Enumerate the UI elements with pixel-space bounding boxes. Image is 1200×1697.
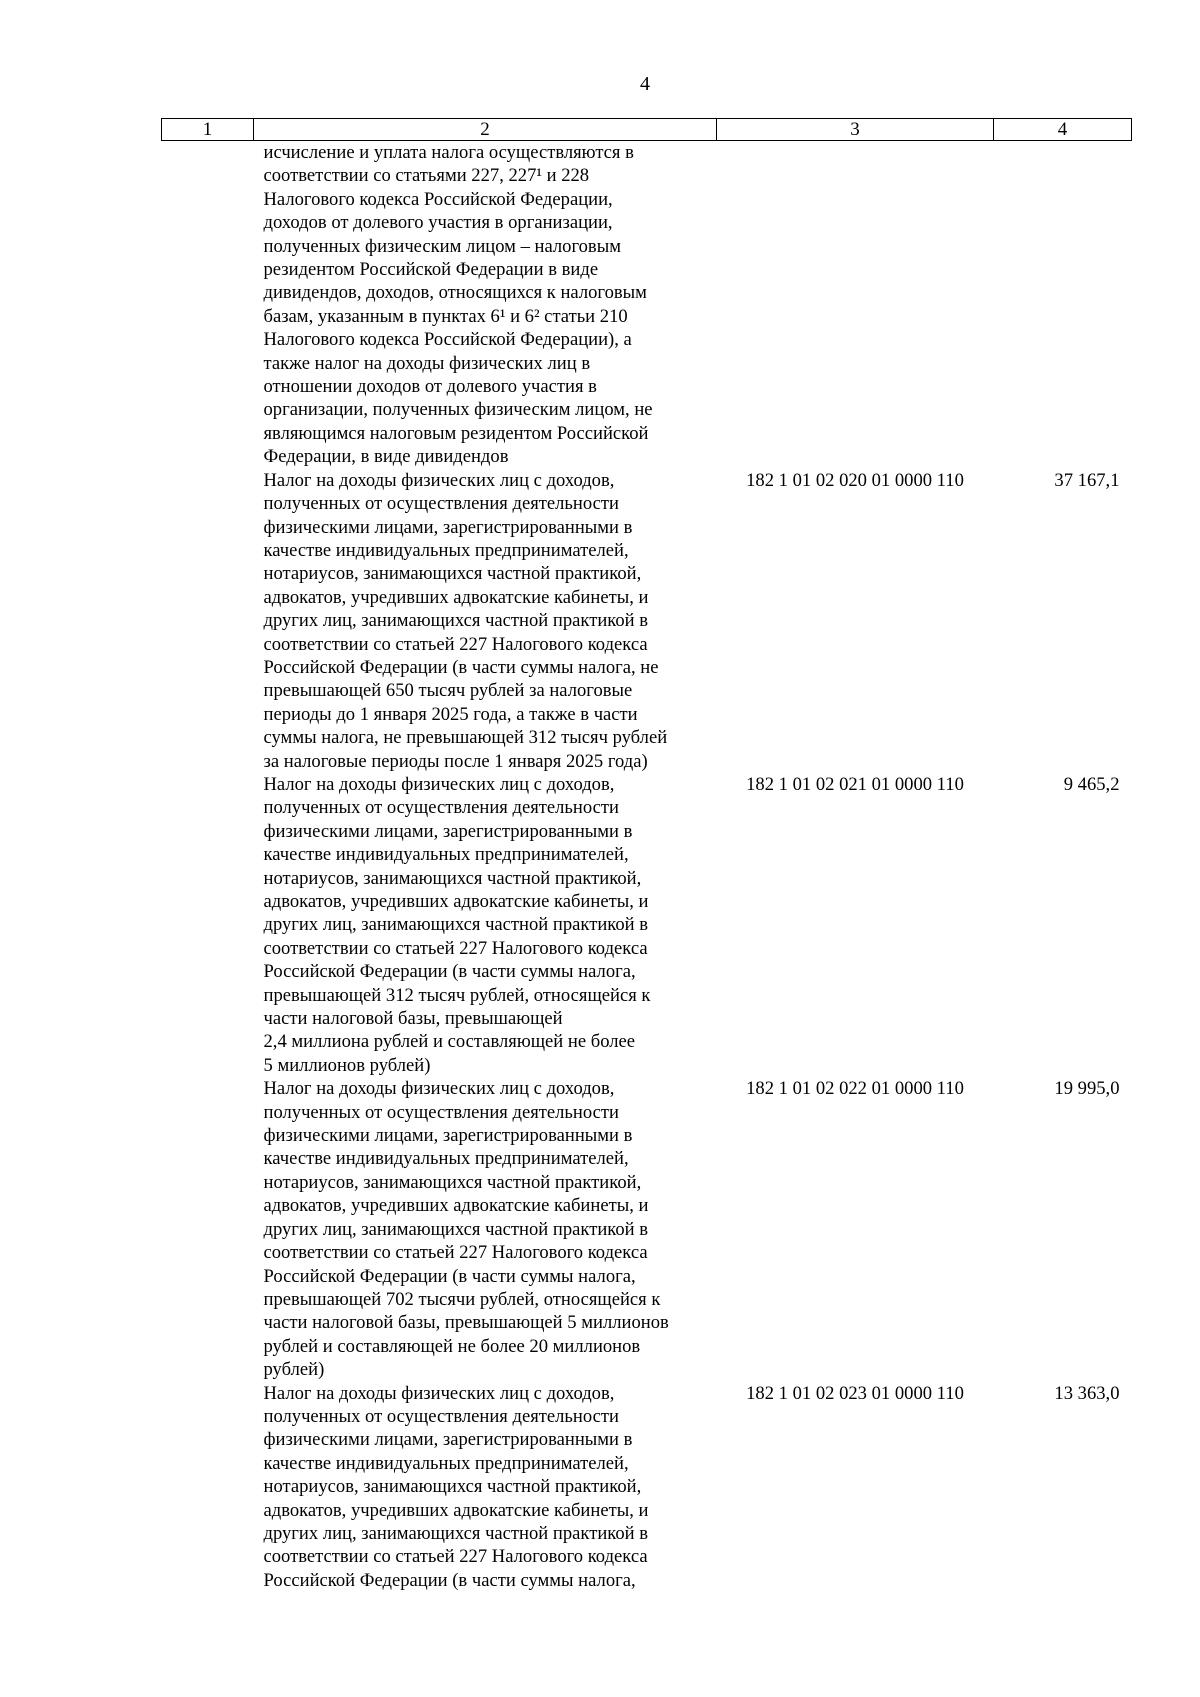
revenue-name-line: рублей) bbox=[263, 1359, 325, 1381]
revenue-name-line: части налоговой базы, превышающей 5 миллионов bbox=[263, 1312, 669, 1334]
revenue-name-line: соответствии со статьей 227 Налогового кодекса bbox=[263, 937, 648, 959]
revenue-name-line: за налоговые периоды после 1 января 2025 года) bbox=[263, 750, 648, 772]
revenue-name-line: доходов от долевого участия в организации, bbox=[263, 212, 613, 234]
revenue-name-line: Налог на доходы физических лиц с доходов, bbox=[263, 1078, 615, 1100]
revenue-name-line: 5 миллионов рублей) bbox=[263, 1054, 431, 1076]
revenue-name-line: периоды до 1 января 2025 года, а также в части bbox=[263, 703, 638, 725]
column-header-4: 4 bbox=[994, 119, 1132, 141]
amount-cell: 19 995,0 bbox=[1054, 1078, 1120, 1100]
revenue-name-line: нотариусов, занимающихся частной практикой, bbox=[263, 563, 642, 585]
revenue-name-line: 2,4 миллиона рублей и составляющей не более bbox=[263, 1031, 636, 1053]
revenue-name-line: Налог на доходы физических лиц с доходов, bbox=[263, 469, 615, 491]
revenue-name-line: адвокатов, учредивших адвокатские кабинеты, и bbox=[263, 1499, 649, 1521]
table-row bbox=[162, 469, 1132, 773]
revenue-name-cell bbox=[254, 141, 717, 469]
budget-code-cell: 182 1 01 02 021 01 0000 110 bbox=[746, 773, 964, 795]
amount-cell: 37 167,1 bbox=[1054, 469, 1120, 491]
revenue-name-line: превышающей 312 тысяч рублей, относящейся к bbox=[263, 984, 651, 1006]
revenue-name-line: нотариусов, занимающихся частной практикой, bbox=[263, 867, 642, 889]
revenue-name-line: Российской Федерации (в части суммы налога, bbox=[263, 961, 636, 983]
row-number-cell bbox=[162, 1077, 254, 1381]
revenue-name-line: физическими лицами, зарегистрированными в bbox=[263, 516, 633, 538]
revenue-name-line: Российской Федерации (в части суммы налога, bbox=[263, 1569, 636, 1591]
revenue-name-line: нотариусов, занимающихся частной практикой, bbox=[263, 1476, 642, 1498]
revenue-name-line: адвокатов, учредивших адвокатские кабинеты, и bbox=[263, 891, 649, 912]
budget-code-cell: 182 1 01 02 023 01 0000 110 bbox=[746, 1382, 964, 1404]
budget-code-cell bbox=[717, 141, 994, 469]
revenue-name-line: Российской Федерации (в части суммы налога, bbox=[263, 1265, 636, 1287]
revenue-name-line: полученных от осуществления деятельности bbox=[263, 1405, 619, 1427]
revenue-name-line: качестве индивидуальных предпринимателей, bbox=[263, 539, 629, 561]
table-body bbox=[162, 141, 1132, 1593]
table-row bbox=[162, 1077, 1132, 1381]
table-header-row bbox=[162, 119, 1132, 141]
revenue-name-cell bbox=[254, 469, 717, 773]
row-number-cell bbox=[162, 469, 254, 773]
table-row bbox=[162, 1382, 1132, 1593]
revenue-name-line: качестве индивидуальных предпринимателей, bbox=[263, 1148, 629, 1170]
revenue-name-line: также налог на доходы физических лиц в bbox=[263, 352, 591, 374]
revenue-name-line: физическими лицами, зарегистрированными в bbox=[263, 820, 633, 842]
revenue-name-line: адвокатов, учредивших адвокатские кабинеты, и bbox=[263, 1195, 649, 1217]
revenue-name-line: адвокатов, учредивших адвокатские кабинеты, и bbox=[263, 586, 649, 608]
revenue-name-line: рублей и составляющей не более 20 миллионов bbox=[263, 1335, 641, 1357]
row-number-cell bbox=[162, 1382, 254, 1593]
revenue-name-line: Федерации, в виде дивидендов bbox=[263, 446, 509, 468]
revenue-name-cell bbox=[254, 1077, 717, 1381]
revenue-name-line: полученных от осуществления деятельности bbox=[263, 493, 619, 515]
revenue-table bbox=[161, 118, 1132, 1592]
revenue-name-line: полученных от осуществления деятельности bbox=[263, 797, 619, 819]
revenue-name-line: исчисление и уплата налога осуществляются в bbox=[263, 142, 634, 163]
revenue-name-line: суммы налога, не превышающей 312 тысяч рублей bbox=[263, 727, 668, 749]
revenue-name-line: соответствии со статьей 227 Налогового кодекса bbox=[263, 1546, 648, 1568]
column-header-3: 3 bbox=[717, 119, 994, 141]
amount-cell: 13 363,0 bbox=[1054, 1382, 1120, 1404]
column-header-1: 1 bbox=[162, 119, 254, 141]
revenue-name-line: других лиц, занимающихся частной практикой в bbox=[263, 1522, 649, 1544]
revenue-name-line: резидентом Российской Федерации в виде bbox=[263, 259, 599, 281]
revenue-name-line: полученных от осуществления деятельности bbox=[263, 1101, 619, 1123]
revenue-name-line: превышающей 650 тысяч рублей за налоговые bbox=[263, 680, 633, 702]
revenue-name-line: физическими лицами, зарегистрированными в bbox=[263, 1125, 633, 1147]
amount-cell bbox=[994, 141, 1132, 469]
table-row bbox=[162, 773, 1132, 1077]
page-number: 4 bbox=[640, 73, 650, 95]
revenue-name-line: нотариусов, занимающихся частной практикой, bbox=[263, 1171, 642, 1193]
budget-code-cell: 182 1 01 02 020 01 0000 110 bbox=[746, 469, 964, 491]
revenue-name-line: организации, полученных физическим лицом, не bbox=[263, 399, 653, 421]
revenue-name-line: Налогового кодекса Российской Федерации), а bbox=[263, 329, 632, 351]
table-row bbox=[162, 141, 1132, 469]
revenue-name-cell bbox=[254, 1382, 717, 1593]
revenue-name-line: качестве индивидуальных предпринимателей, bbox=[263, 844, 629, 866]
revenue-name-line: качестве индивидуальных предпринимателей, bbox=[263, 1452, 629, 1474]
revenue-name-line: превышающей 702 тысячи рублей, относящейся к bbox=[263, 1288, 661, 1310]
revenue-name-line: Российской Федерации (в части суммы налога, не bbox=[263, 656, 659, 678]
revenue-name-line: дивидендов, доходов, относящихся к налоговым bbox=[263, 282, 647, 304]
column-header-2: 2 bbox=[254, 119, 717, 141]
revenue-name-line: являющимся налоговым резидентом Российской bbox=[263, 422, 649, 444]
revenue-name-line: других лиц, занимающихся частной практикой в bbox=[263, 610, 649, 632]
revenue-name-line: части налоговой базы, превышающей bbox=[263, 1008, 563, 1030]
revenue-name-line: соответствии со статьей 227 Налогового кодекса bbox=[263, 633, 648, 655]
budget-code-cell: 182 1 01 02 022 01 0000 110 bbox=[746, 1078, 964, 1100]
revenue-name-line: базам, указанным в пунктах 6¹ и 6² статьи 210 bbox=[263, 305, 628, 327]
revenue-name-line: других лиц, занимающихся частной практикой в bbox=[263, 914, 649, 936]
revenue-name-cell bbox=[254, 773, 717, 1077]
revenue-name-line: физическими лицами, зарегистрированными в bbox=[263, 1429, 633, 1451]
revenue-name-line: соответствии со статьей 227 Налогового кодекса bbox=[263, 1242, 648, 1264]
row-number-cell bbox=[162, 141, 254, 469]
revenue-name-line: соответствии со статьями 227, 227¹ и 228 bbox=[263, 165, 590, 187]
revenue-name-line: отношении доходов от долевого участия в bbox=[263, 376, 597, 398]
revenue-name-line: полученных физическим лицом – налоговым bbox=[263, 235, 621, 257]
revenue-name-line: Налогового кодекса Российской Федерации, bbox=[263, 188, 613, 210]
row-number-cell bbox=[162, 773, 254, 1077]
revenue-name-line: других лиц, занимающихся частной практикой в bbox=[263, 1218, 649, 1240]
revenue-name-line: Налог на доходы физических лиц с доходов, bbox=[263, 1382, 615, 1404]
revenue-name-line: Налог на доходы физических лиц с доходов, bbox=[263, 773, 615, 795]
amount-cell: 9 465,2 bbox=[1063, 773, 1120, 795]
